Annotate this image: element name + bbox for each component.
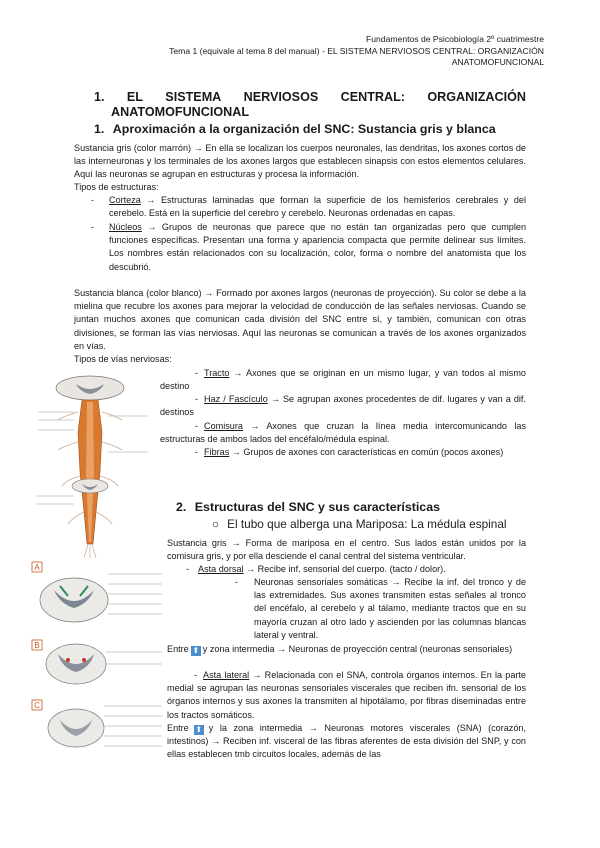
- haz-text: → Se agrupan axones procedentes de dif. lugares y van a dif. destinos: [160, 394, 526, 418]
- bullet-dash: -: [194, 421, 198, 431]
- corteza-item: [109, 194, 526, 220]
- subtitle-text: El tubo que alberga una Mariposa: La médula espinal: [227, 517, 507, 531]
- section2-subtitle: [212, 517, 507, 531]
- bullet-dash: -: [91, 222, 95, 232]
- tipos-vias-label: Tipos de vías nerviosas:: [74, 354, 172, 364]
- header-topic-cont: ANATOMOFUNCIONAL: [451, 57, 544, 67]
- cord-section-top: [56, 376, 124, 400]
- haz-item: [160, 393, 526, 419]
- tracto-item: [160, 367, 526, 393]
- haz-term: Haz / Fascículo: [204, 394, 268, 404]
- comisura-term: Comisura: [204, 421, 243, 431]
- panel-a-leaders: [108, 574, 162, 614]
- gris-paragraph: Sustancia gris (color marrón) → En ella se localizan los cuerpos neuronales, las dendritas, los axones cortos de las interneuronas y los terminales de los axones largos que establecen sinapsis con estos elementos celulares. Aquí las neuronas se agrupan en estructuras y procesa la información.: [74, 143, 526, 180]
- panel-c-section: [48, 709, 104, 747]
- asta-dorsal-item: [186, 563, 446, 576]
- asta-dorsal-text: → Recibe inf. sensorial del cuerpo. (tacto / dolor).: [243, 564, 446, 574]
- panel-b-marker: [66, 658, 70, 662]
- entre-text: y la zona intermedia → Neuronas motores viscerales (SNA) (corazón, intestinos) → Reciben inf. visceral de las fibras aferentes de esta división del SNP, y con ellas establecen tmb circuitos locales, además de las: [167, 723, 526, 760]
- section1-heading: [94, 122, 524, 137]
- page-title: [94, 90, 526, 120]
- asta-lateral-item: [167, 669, 526, 722]
- bullet-dash: -: [235, 577, 239, 587]
- asta-lateral-term: Asta lateral: [203, 670, 250, 680]
- cauda-equina: [84, 544, 96, 558]
- comisura-item: [160, 420, 526, 446]
- nucleos-item: [109, 221, 526, 274]
- panel-c-label: C: [34, 701, 40, 710]
- fibras-text: → Grupos de axones con características en común (pocos axones): [229, 447, 504, 457]
- bullet-dash: -: [194, 368, 198, 378]
- running-header: [169, 34, 544, 69]
- panel-b-marker: [82, 658, 86, 662]
- title-word: NERVIOSOS: [243, 90, 319, 104]
- asta-dorsal-term: Asta dorsal: [198, 564, 244, 574]
- nucleos-term: Núcleos: [109, 222, 142, 232]
- fibras-item: [160, 446, 526, 459]
- title-line2: ANATOMOFUNCIONAL: [111, 105, 250, 119]
- nucleos-text: → Grupos de neuronas que parece que no están tan organizadas pero que cumplen funciones específicas. Presentan una forma y apariencia compacta que permite delinear sus límites. Los nombres están relacionados con su localización, color, forma o nombre del anatomista que los descubrió.: [109, 222, 526, 272]
- entre-label: Entre: [167, 644, 189, 654]
- entre-zona-intermedia-1: [167, 643, 526, 656]
- section1-number: 1.: [94, 122, 105, 136]
- section2-heading: [176, 500, 526, 515]
- title-word: ORGANIZACIÓN: [427, 90, 526, 104]
- panel-a-label: A: [34, 563, 40, 572]
- bullet-dash: -: [91, 195, 95, 205]
- bullet-dash: -: [193, 670, 197, 680]
- neuronas-sensoriales-item: Neuronas sensoriales somáticas → Recibe la inf. del tronco y de las extremidades. Sus axones transmiten estas señales al tronco del encéfalo, al cerebelo y al tálamo, mediante tractos que en su mayoría cruzan al otro lado y ascienden por las columnas blancas lateral y ventral.: [254, 577, 526, 640]
- spinal-cord-illustration: [30, 372, 156, 558]
- section2-number: 2.: [176, 500, 187, 514]
- bullet-dash: -: [194, 394, 198, 404]
- section2-title: Estructuras del SNC y sus características: [194, 500, 440, 514]
- title-word: CENTRAL:: [340, 90, 405, 104]
- cord-section-mid: [72, 479, 108, 493]
- cross-sections-figure: [30, 560, 166, 756]
- asta-lateral-text: → Relacionada con el SNA, controla órganos internos. En la parte medial se agrupan las neuronas sensoriales viscerales que reciben ifn. sensorial de los órganos internos y sus axones la transmiten al hipotálamo, por fibras diseminadas entre los tractos somáticos.: [167, 670, 526, 720]
- panel-c-leaders: [104, 706, 162, 746]
- panel-a-section: [40, 578, 108, 622]
- fibras-term: Fibras: [204, 447, 230, 457]
- header-course: Fundamentos de Psicobiología 2º cuatrimestre: [366, 34, 544, 44]
- up-arrow-icon: ⬆: [192, 646, 200, 655]
- s2-gris-paragraph: Sustancia gris → Forma de mariposa en el centro. Sus lados están unidos por la comisura gris, y por ella desciende el canal central del sistema ventricular.: [167, 538, 526, 562]
- circle-bullet-icon: ○: [212, 517, 220, 531]
- title-word: SISTEMA: [165, 90, 222, 104]
- label-leaders-left: [36, 412, 74, 504]
- header-topic: Tema 1 (equivale al tema 8 del manual) - EL SISTEMA NERVIOSOS CENTRAL: ORGANIZACIÓN: [169, 45, 544, 56]
- title-number: 1.: [94, 90, 105, 104]
- up-arrow-icon: ⬆: [195, 725, 203, 734]
- entre-zona-intermedia-2: [167, 722, 526, 762]
- entre-text: y zona intermedia → Neuronas de proyección central (neuronas sensoriales): [202, 644, 513, 654]
- corteza-text: → Estructuras laminadas que forman la superficie de los hemisferios cerebrales y del cerebelo. Está en la superficie del cerebro y cerebelo. Neuronas ordenadas en capas.: [109, 195, 526, 219]
- panel-b-leaders: [106, 652, 162, 664]
- bullet-dash: -: [194, 447, 198, 457]
- label-leaders-right: [108, 416, 148, 452]
- tracto-term: Tracto: [204, 368, 230, 378]
- blanca-paragraph: Sustancia blanca (color blanco) → Formado por axones largos (neuronas de proyección). Su color se debe a la mielina que recubre los axones para mejorar la velocidad de conducción de las señales nerviosas. Cuando se juntan muchos axones que comunican cada división del SNC entre sí, y también, comunican con otras divisiones, se forman las vías nerviosas. Aquí las neuronas se comunican a través de los axones organizados en vías.: [74, 288, 526, 351]
- section1-title: Aproximación a la organización del SNC: Sustancia gris y blanca: [112, 122, 496, 136]
- comisura-text: → Axones que cruzan la línea media intercomunicando las estructuras de ambos lados del encéfalo/médula espinal.: [160, 421, 526, 445]
- panel-b-label: B: [34, 641, 40, 650]
- entre-label: Entre: [167, 723, 189, 733]
- tipos-estructuras-label: Tipos de estructuras:: [74, 182, 159, 192]
- title-word: EL: [126, 90, 143, 104]
- tracto-text: → Axones que se originan en un mismo lugar, y van todos al mismo destino: [160, 368, 526, 392]
- corteza-term: Corteza: [109, 195, 141, 205]
- bullet-dash: -: [186, 564, 190, 574]
